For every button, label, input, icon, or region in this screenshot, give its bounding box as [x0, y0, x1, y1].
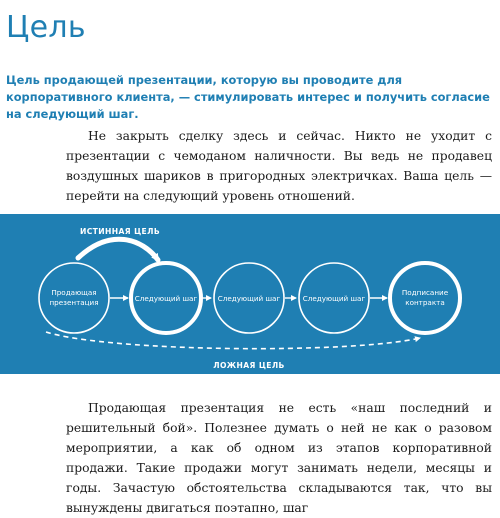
lead-paragraph: Цель продающей презентации, которую вы проводите для корпоративного клиента, — стимулировать интерес и получить согласие на следующий шаг. [6, 73, 490, 121]
false-goal-label: ЛОЖНАЯ ЦЕЛЬ [213, 361, 285, 370]
node-label-next-step-1: Следующий шаг [134, 294, 198, 303]
page-title: Цель [6, 10, 86, 45]
body-paragraph-1: Не закрыть сделку здесь и сейчас. Никто не уходит с презентации с чемоданом наличности. Вы ведь не продавец воздушных шариков в пригородных электричках. Ваша цель — перейти на следующий уровень отношений. [66, 129, 492, 203]
node-label-sales-presentation-line1: Продающая [51, 288, 97, 297]
true-goal-label: ИСТИННАЯ ЦЕЛЬ [79, 227, 161, 236]
node-label-contract-line1: Подписание [401, 288, 449, 297]
node-label-sales-presentation-line2: презентация [49, 298, 99, 307]
node-label-contract-line2: контракта [405, 298, 445, 307]
diagram-canvas [0, 214, 500, 374]
false-goal-arrow [46, 332, 420, 349]
body-paragraph-2: Продающая презентация не есть «наш последний и решительный бой». Полезнее думать о ней не как о разовом мероприятии, а как об одном из этапов корпоративной продажи. Такие продажи могут занимать недели, месяцы и годы. Зачастую обстоятельства складываются так, что вы вынуждены двигаться поэтапно, шаг [66, 401, 492, 515]
true-goal-arrow [78, 239, 158, 260]
node-label-next-step-3: Следующий шаг [302, 294, 366, 303]
sales-steps-diagram [0, 214, 500, 374]
node-label-next-step-2: Следующий шаг [217, 294, 281, 303]
